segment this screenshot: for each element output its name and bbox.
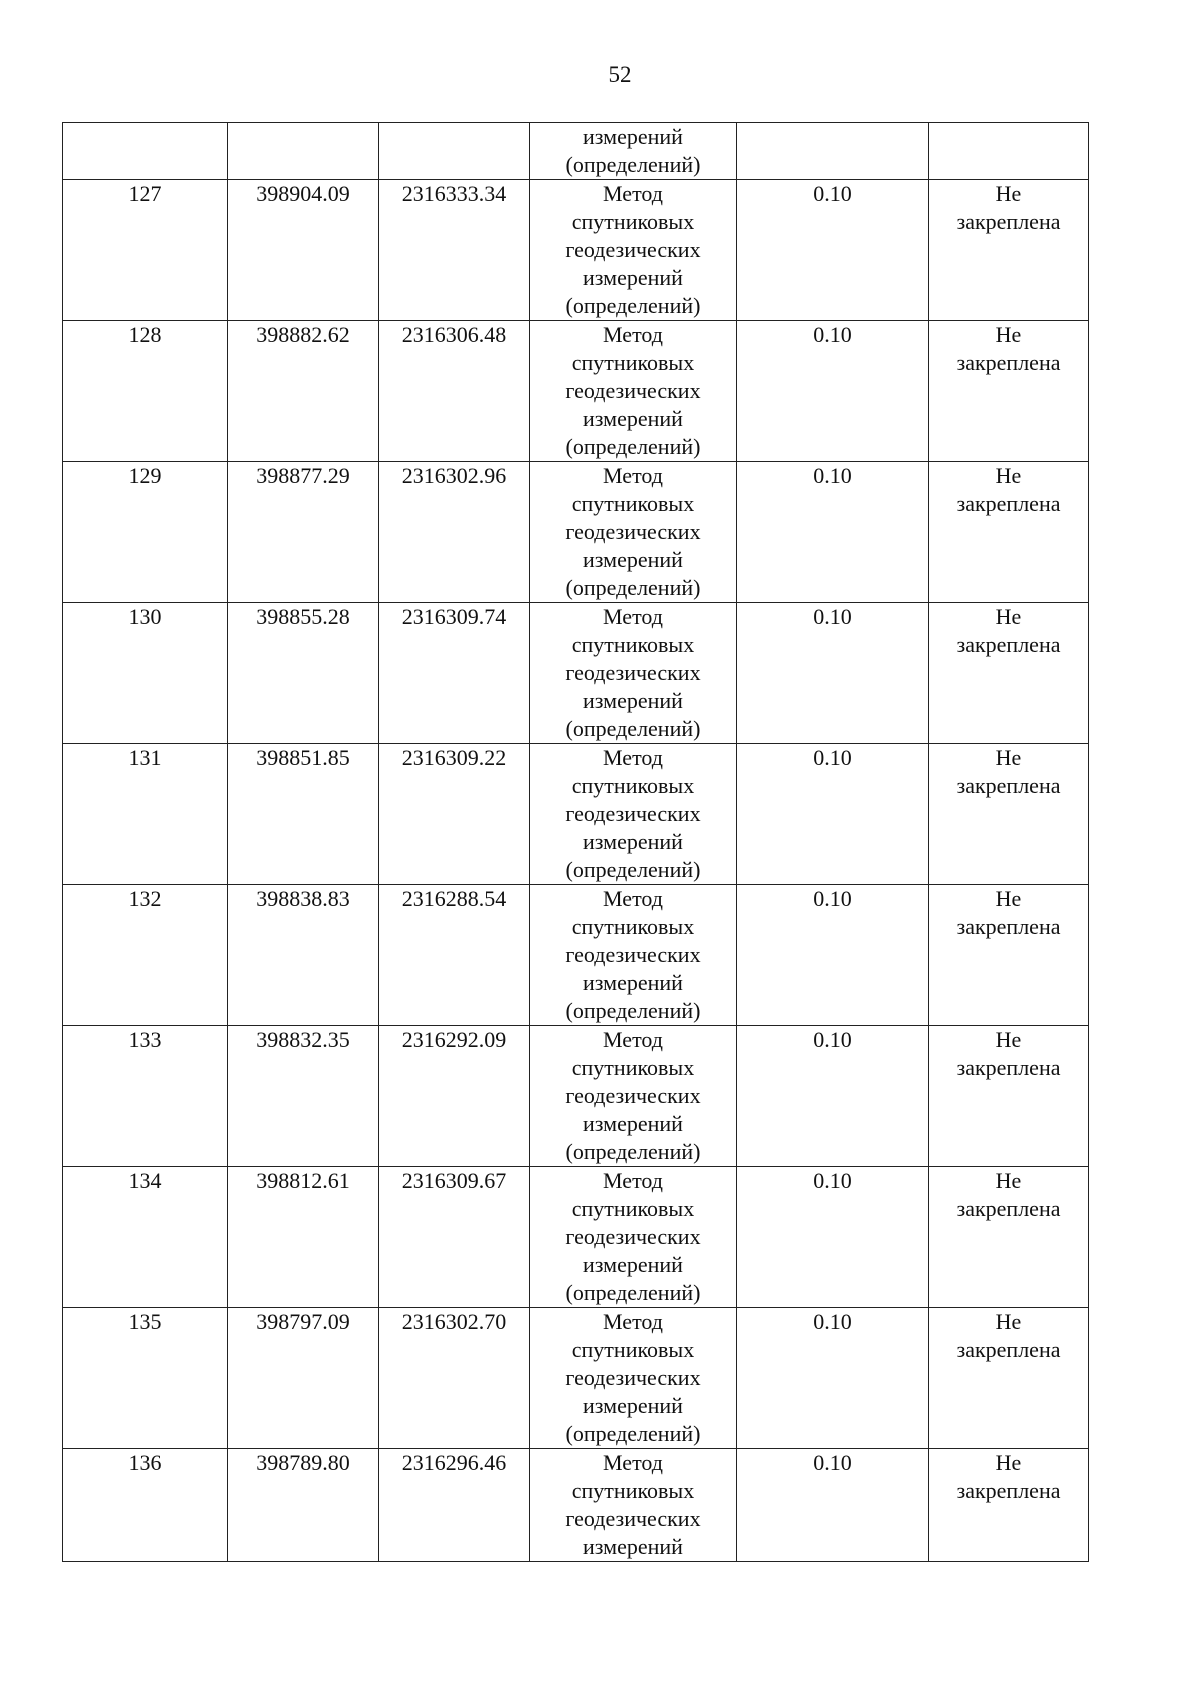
cell-fixation bbox=[929, 744, 1089, 885]
method-line: спутниковых bbox=[571, 1055, 695, 1080]
method-line: Метод bbox=[603, 322, 663, 347]
method-line: спутниковых bbox=[571, 914, 695, 939]
method-line: спутниковых bbox=[571, 773, 695, 798]
cell-accuracy: 0.10 bbox=[737, 744, 929, 885]
cell-fixation bbox=[929, 1449, 1089, 1562]
method-line: спутниковых bbox=[571, 1337, 695, 1362]
fixation-line: закреплена bbox=[956, 1337, 1061, 1362]
fixation-line: Не bbox=[995, 463, 1022, 488]
cell-accuracy: 0.10 bbox=[737, 1167, 929, 1308]
fixation-line: Не bbox=[995, 745, 1022, 770]
table-row bbox=[63, 321, 1089, 462]
method-line: измерений bbox=[583, 547, 683, 572]
fixation-line: закреплена bbox=[956, 1196, 1061, 1221]
fixation-line: Не bbox=[995, 1027, 1022, 1052]
cell-y: 2316296.46 bbox=[379, 1449, 530, 1562]
method-line: геодезических bbox=[565, 378, 701, 403]
table-row bbox=[63, 744, 1089, 885]
method-line: измерений bbox=[583, 1111, 683, 1136]
cell-accuracy: 0.10 bbox=[737, 1026, 929, 1167]
cell-point: 132 bbox=[63, 885, 228, 1026]
cell-x: 398877.29 bbox=[228, 462, 379, 603]
method-line: Метод bbox=[603, 1168, 663, 1193]
cell-fixation bbox=[929, 1026, 1089, 1167]
cell-method bbox=[530, 1308, 737, 1449]
fixation-line: закреплена bbox=[956, 632, 1061, 657]
table-row bbox=[63, 180, 1089, 321]
cell-x: 398797.09 bbox=[228, 1308, 379, 1449]
cell-point: 128 bbox=[63, 321, 228, 462]
cell-point: 135 bbox=[63, 1308, 228, 1449]
method-line: Метод bbox=[603, 1450, 663, 1475]
cell-point bbox=[63, 123, 228, 180]
method-line: Метод bbox=[603, 1027, 663, 1052]
method-line: измерений bbox=[583, 1534, 683, 1559]
cell-x: 398838.83 bbox=[228, 885, 379, 1026]
method-line: (определений) bbox=[565, 1139, 701, 1164]
method-line: спутниковых bbox=[571, 209, 695, 234]
method-line: (определений) bbox=[565, 716, 701, 741]
cell-fixation bbox=[929, 1167, 1089, 1308]
cell-x: 398904.09 bbox=[228, 180, 379, 321]
method-line: Метод bbox=[603, 463, 663, 488]
table-row-continuation bbox=[63, 123, 1089, 180]
cell-x: 398812.61 bbox=[228, 1167, 379, 1308]
cell-fixation bbox=[929, 603, 1089, 744]
method-line: геодезических bbox=[565, 1365, 701, 1390]
method-line: измерений bbox=[583, 688, 683, 713]
fixation-line: Не bbox=[995, 1309, 1022, 1334]
table-row bbox=[63, 603, 1089, 744]
table-row bbox=[63, 885, 1089, 1026]
method-line: (определений) bbox=[565, 1421, 701, 1446]
cell-fixation bbox=[929, 321, 1089, 462]
cell-point: 133 bbox=[63, 1026, 228, 1167]
table-row bbox=[63, 1449, 1089, 1562]
cell-method bbox=[530, 1449, 737, 1562]
cell-fixation bbox=[929, 462, 1089, 603]
cell-accuracy: 0.10 bbox=[737, 1308, 929, 1449]
cell-point: 131 bbox=[63, 744, 228, 885]
table-body bbox=[63, 123, 1089, 1562]
method-line: измерений bbox=[583, 1393, 683, 1418]
method-line: (определений) bbox=[565, 293, 701, 318]
method-line: геодезических bbox=[565, 942, 701, 967]
method-line: геодезических bbox=[565, 1083, 701, 1108]
method-line: геодезических bbox=[565, 660, 701, 685]
cell-y: 2316302.70 bbox=[379, 1308, 530, 1449]
cell-x: 398882.62 bbox=[228, 321, 379, 462]
method-line: спутниковых bbox=[571, 1478, 695, 1503]
method-line: измерений bbox=[583, 829, 683, 854]
cell-x: 398789.80 bbox=[228, 1449, 379, 1562]
cell-method bbox=[530, 744, 737, 885]
method-line: измерений bbox=[583, 1252, 683, 1277]
table-row bbox=[63, 462, 1089, 603]
cell-y bbox=[379, 123, 530, 180]
method-line: (определений) bbox=[565, 857, 701, 882]
fixation-line: Не bbox=[995, 886, 1022, 911]
method-line: Метод bbox=[603, 1309, 663, 1334]
cell-accuracy: 0.10 bbox=[737, 180, 929, 321]
fixation-line: закреплена bbox=[956, 914, 1061, 939]
cell-accuracy: 0.10 bbox=[737, 321, 929, 462]
fixation-line: закреплена bbox=[956, 1055, 1061, 1080]
cell-x: 398855.28 bbox=[228, 603, 379, 744]
cell-point: 130 bbox=[63, 603, 228, 744]
cell-fixation bbox=[929, 123, 1089, 180]
fixation-line: закреплена bbox=[956, 209, 1061, 234]
method-line: Метод bbox=[603, 181, 663, 206]
method-line: геодезических bbox=[565, 519, 701, 544]
method-line: измерений bbox=[583, 265, 683, 290]
cell-fixation bbox=[929, 1308, 1089, 1449]
cell-fixation bbox=[929, 885, 1089, 1026]
method-line: Метод bbox=[603, 604, 663, 629]
method-line: геодезических bbox=[565, 237, 701, 262]
cell-accuracy: 0.10 bbox=[737, 603, 929, 744]
table-row bbox=[63, 1026, 1089, 1167]
cell-y: 2316333.34 bbox=[379, 180, 530, 321]
fixation-line: Не bbox=[995, 1168, 1022, 1193]
fixation-line: Не bbox=[995, 604, 1022, 629]
fixation-line: Не bbox=[995, 1450, 1022, 1475]
fixation-line: закреплена bbox=[956, 350, 1061, 375]
cell-accuracy bbox=[737, 123, 929, 180]
cell-point: 129 bbox=[63, 462, 228, 603]
cell-method bbox=[530, 1026, 737, 1167]
method-line: (определений) bbox=[565, 998, 701, 1023]
fixation-line: закреплена bbox=[956, 1478, 1061, 1503]
method-line: измерений bbox=[583, 124, 683, 149]
cell-method bbox=[530, 321, 737, 462]
cell-point: 134 bbox=[63, 1167, 228, 1308]
cell-y: 2316292.09 bbox=[379, 1026, 530, 1167]
cell-accuracy: 0.10 bbox=[737, 885, 929, 1026]
cell-point: 136 bbox=[63, 1449, 228, 1562]
method-line: спутниковых bbox=[571, 350, 695, 375]
cell-fixation bbox=[929, 180, 1089, 321]
cell-y: 2316306.48 bbox=[379, 321, 530, 462]
cell-accuracy: 0.10 bbox=[737, 1449, 929, 1562]
method-line: (определений) bbox=[565, 1280, 701, 1305]
table-row bbox=[63, 1308, 1089, 1449]
cell-method bbox=[530, 1167, 737, 1308]
cell-y: 2316302.96 bbox=[379, 462, 530, 603]
cell-y: 2316309.74 bbox=[379, 603, 530, 744]
cell-method bbox=[530, 462, 737, 603]
method-line: геодезических bbox=[565, 1506, 701, 1531]
cell-x bbox=[228, 123, 379, 180]
cell-y: 2316309.67 bbox=[379, 1167, 530, 1308]
fixation-line: закреплена bbox=[956, 491, 1061, 516]
method-line: Метод bbox=[603, 886, 663, 911]
cell-y: 2316309.22 bbox=[379, 744, 530, 885]
method-line: спутниковых bbox=[571, 632, 695, 657]
cell-method bbox=[530, 885, 737, 1026]
method-line: геодезических bbox=[565, 1224, 701, 1249]
fixation-line: Не bbox=[995, 322, 1022, 347]
method-line: спутниковых bbox=[571, 491, 695, 516]
cell-point: 127 bbox=[63, 180, 228, 321]
cell-y: 2316288.54 bbox=[379, 885, 530, 1026]
method-line: измерений bbox=[583, 970, 683, 995]
table-row bbox=[63, 1167, 1089, 1308]
method-line: (определений) bbox=[565, 434, 701, 459]
method-line: измерений bbox=[583, 406, 683, 431]
page-number: 52 bbox=[608, 62, 632, 87]
method-line: спутниковых bbox=[571, 1196, 695, 1221]
cell-x: 398851.85 bbox=[228, 744, 379, 885]
cell-x: 398832.35 bbox=[228, 1026, 379, 1167]
method-line: Метод bbox=[603, 745, 663, 770]
cell-accuracy: 0.10 bbox=[737, 462, 929, 603]
coordinates-table bbox=[62, 122, 1089, 1562]
method-line: (определений) bbox=[565, 575, 701, 600]
fixation-line: Не bbox=[995, 181, 1022, 206]
cell-method bbox=[530, 603, 737, 744]
method-line: геодезических bbox=[565, 801, 701, 826]
method-line: (определений) bbox=[565, 152, 701, 177]
cell-method bbox=[530, 180, 737, 321]
fixation-line: закреплена bbox=[956, 773, 1061, 798]
cell-method bbox=[530, 123, 737, 180]
